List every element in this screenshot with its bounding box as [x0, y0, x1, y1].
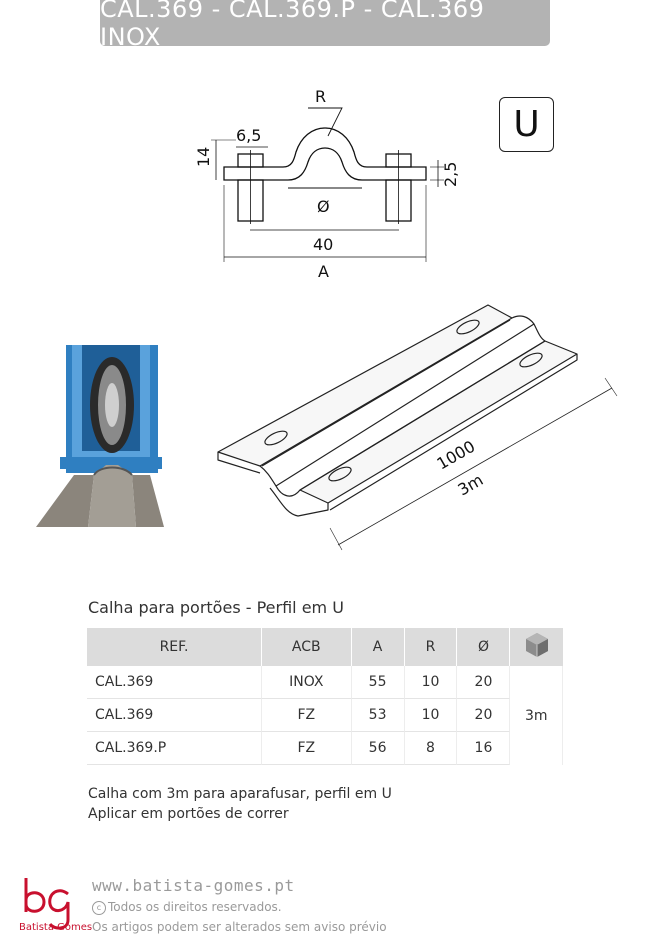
- rail-isometric: [218, 305, 617, 550]
- cube-icon: [523, 631, 551, 659]
- rights-line: [92, 900, 282, 915]
- cell-r: 10: [405, 699, 458, 732]
- note-line-1: Calha com 3m para aparafusar, perfil em U: [88, 786, 392, 802]
- dim-bolt-distance: 40: [313, 235, 334, 254]
- cell-diameter: 20: [457, 699, 510, 732]
- spec-table: [87, 628, 563, 765]
- cell-r: 10: [405, 666, 458, 699]
- cell-acb: FZ: [262, 699, 352, 732]
- cell-diameter: 16: [457, 732, 510, 765]
- dim-width: A: [318, 262, 329, 281]
- cell-a: 53: [352, 699, 405, 732]
- brand-name: Batista Gomes: [19, 922, 93, 933]
- table-row: [87, 732, 563, 765]
- cell-ref: CAL.369.P: [87, 732, 262, 765]
- dim-thickness: 2,5: [441, 161, 460, 187]
- header-ref: REF.: [87, 628, 262, 666]
- header-acb: ACB: [262, 628, 352, 666]
- disclaimer: Os artigos podem ser alterados sem aviso prévio: [92, 920, 387, 934]
- header-r: R: [405, 628, 458, 666]
- dim-radius: R: [315, 87, 327, 106]
- header-a: A: [352, 628, 405, 666]
- cell-acb: INOX: [262, 666, 352, 699]
- header-diameter: Ø: [457, 628, 510, 666]
- dim-length-m: 3m: [454, 470, 487, 500]
- cell-length: 3m: [510, 666, 563, 765]
- website-link[interactable]: www.batista-gomes.pt: [92, 876, 295, 895]
- table-row: [87, 699, 563, 732]
- product-photo: [36, 345, 164, 530]
- cell-a: 55: [352, 666, 405, 699]
- cell-a: 56: [352, 732, 405, 765]
- copyright-icon: c: [92, 901, 106, 915]
- profile-letter: U: [513, 104, 540, 145]
- cell-r: 8: [405, 732, 458, 765]
- dim-diameter: Ø: [317, 197, 330, 216]
- cell-ref: CAL.369: [87, 666, 262, 699]
- rights-text: Todos os direitos reservados.: [108, 900, 282, 914]
- table-header-row: [87, 628, 563, 666]
- cell-ref: CAL.369: [87, 699, 262, 732]
- table-title: Calha para portões - Perfil em U: [88, 598, 344, 617]
- page-title: CAL.369 - CAL.369.P - CAL.369 INOX: [100, 0, 485, 51]
- note-line-2: Aplicar em portões de correr: [88, 806, 289, 822]
- table-row: [87, 666, 563, 699]
- cell-acb: FZ: [262, 732, 352, 765]
- header-length: [510, 628, 563, 666]
- dim-hole-width: 6,5: [236, 126, 262, 145]
- dim-length-mm: 1000: [433, 436, 479, 474]
- dim-height: 14: [194, 146, 213, 167]
- cell-diameter: 20: [457, 666, 510, 699]
